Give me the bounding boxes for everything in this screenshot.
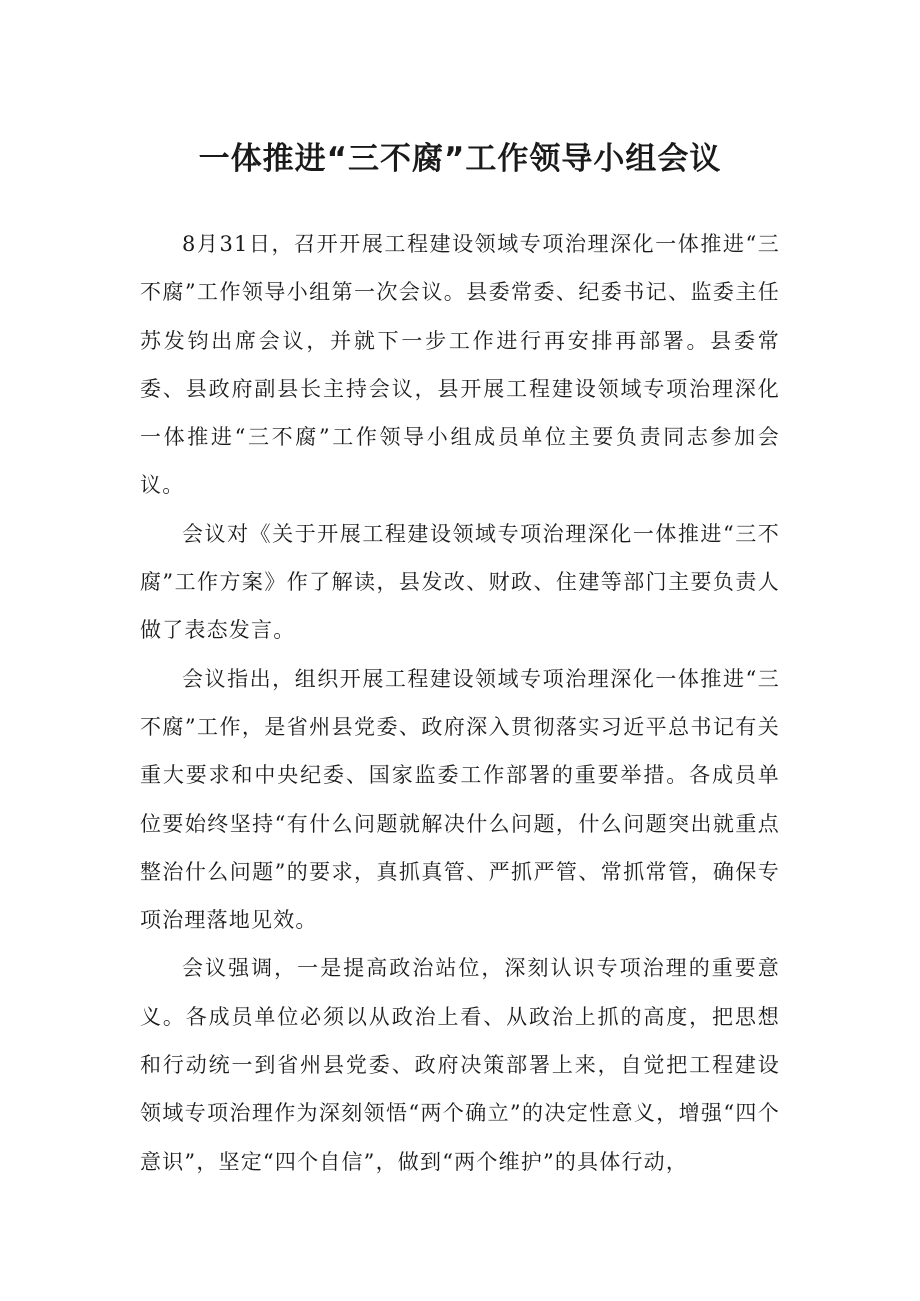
paragraph-meeting-overview: 8月31日，召开开展工程建设领域专项治理深化一体推进“三不腐”工作领导小组第一次会议。县委常委、纪委书记、监委主任苏发钧出席会议，并就下一步工作进行再安排再部署。县委常委、县政府副县长主持会议，县开展工程建设领域专项治理深化一体推进“三不腐”工作领导小组成员单位主要负责同志参加会议。 xyxy=(140,232,780,498)
paragraph-meeting-emphasis: 会议强调，一是提高政治站位，深刻认识专项治理的重要意义。各成员单位必须以从政治上看、从政治上抓的高度，把思想和行动统一到省州县党委、政府决策部署上来，自觉把工程建设领域专项治理作为深刻领悟“两个确立”的决定性意义，增强“四个意识”，坚定“四个自信”，做到“两个维护”的具体行动， xyxy=(140,956,780,1174)
document-title: 一体推进“三不腐”工作领导小组会议 xyxy=(198,141,722,177)
paragraph-plan-interpretation: 会议对《关于开展工程建设领域专项治理深化一体推进“三不腐”工作方案》作了解读，县发改、财政、住建等部门主要负责人做了表态发言。 xyxy=(140,521,780,643)
paragraph-meeting-points: 会议指出，组织开展工程建设领域专项治理深化一体推进“三不腐”工作，是省州县党委、政府深入贯彻落实习近平总书记有关重大要求和中央纪委、国家监委工作部署的重要举措。各成员单位要始终坚持“有什么问题就解决什么问题，什么问题突出就重点整治什么问题”的要求，真抓真管、严抓严管、常抓常管，确保专项治理落地见效。 xyxy=(140,666,780,933)
document-body xyxy=(140,220,780,1186)
